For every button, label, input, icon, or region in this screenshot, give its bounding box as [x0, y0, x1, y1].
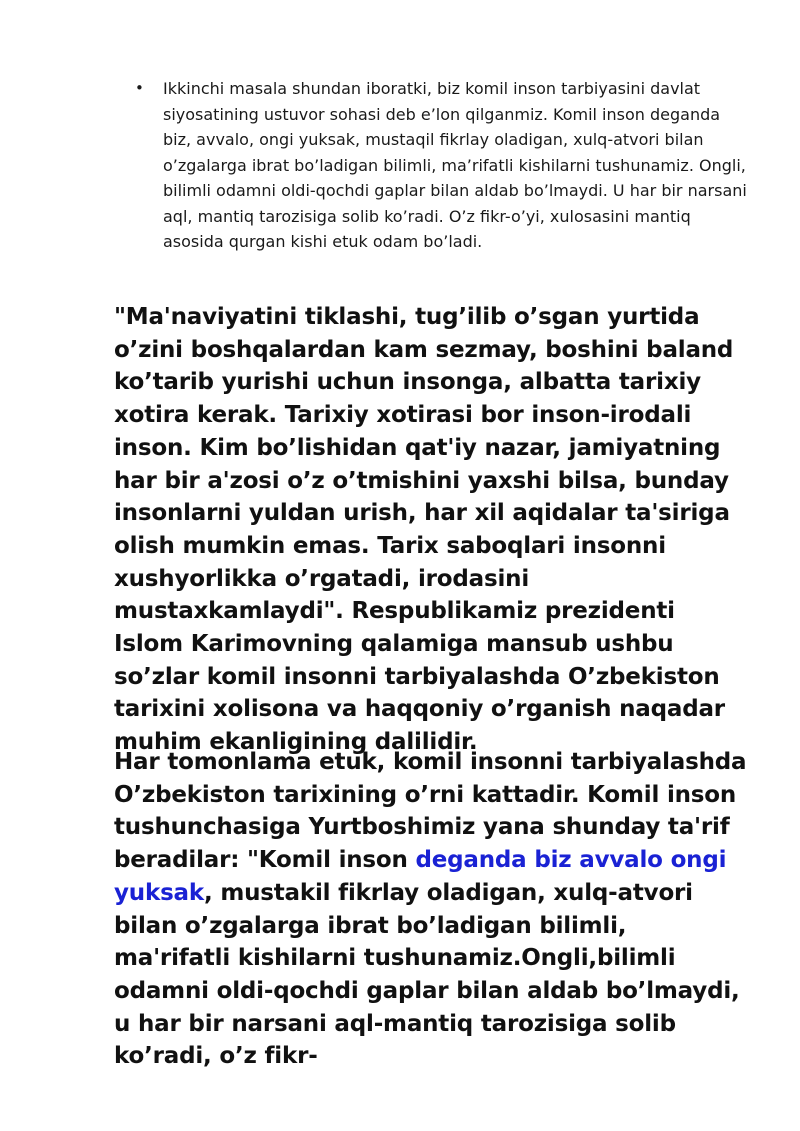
definition-paragraph	[114, 746, 748, 1073]
quote-paragraph: "Ma'naviyatini tiklashi, tug’ilib o’sgan yurtida o’zini boshqalardan kam sezmay, boshini baland ko’tarib yurishi uchun insonga, albatta tarixiy xotira kerak. Tarixiy xotirasi bor inson-irodali inson. Kim bo’lishidan qat'iy nazar, jamiyatning har bir a'zosi o’z o’tmishini yaxshi bilsa, bunday insonlarni yuldan urish, har xil aqidalar ta'siriga olish mumkin emas. Tarix saboqlari insonni xushyorlikka o’rgatadi, irodasini mustaxkamlaydi". Respublikamiz prezidenti Islom Karimovning qalamiga mansub ushbu so’zlar komil insonni tarbiyalashda O’zbekiston tarixini xolisona va haqqoniy o’rganish naqadar muhim ekanligining dalilidir.	[114, 304, 734, 756]
bullet-text: Ikkinchi masala shundan iboratki, biz komil inson tarbiyasini davlat siyosatining ustuvor sohasi deb e’lon qilganmiz. Komil inson deganda biz, avvalo, ongi yuksak, mustaqil fikrlay oladigan, xulq-atvori bilan o’zgalarga ibrat bo’ladigan bilimli, ma’rifatli kishilarni tushunamiz. Ongli, bilimli odamni oldi-qochdi gaplar bilan aldab bo’lmaydi. U har bir narsani aql, mantiq tarozisiga solib ko’radi. O’z fikr-o’yi, xulosasini mantiq asosida qurgan kishi etuk odam bo’ladi.	[163, 79, 747, 251]
bullet-list	[133, 76, 748, 255]
bullet-marker: •	[135, 79, 144, 97]
paragraph-text-before-link: Har tomonlama etuk, komil insonni tarbiyalashda O’zbekiston tarixining o’rni kattadir. Komil inson tushunchasiga Yurtboshimiz yana shunday ta'rif beradilar: "Komil inson	[114, 749, 747, 874]
highlighted-link[interactable]: deganda biz avvalo ongi yuksak	[114, 847, 727, 906]
paragraph-text-after-link: , mustakil fikrlay oladigan, xulq-atvori bilan o’zgalarga ibrat bo’ladigan bilimli, ma'rifatli kishilarni tushunamiz.Ongli,bilimli odamni oldi-qochdi gaplar bilan aldab bo’lmaydi, u har bir narsani aql-mantiq tarozisiga solib ko’radi, o’z fikr-	[114, 879, 740, 1070]
bullet-item	[133, 76, 748, 255]
